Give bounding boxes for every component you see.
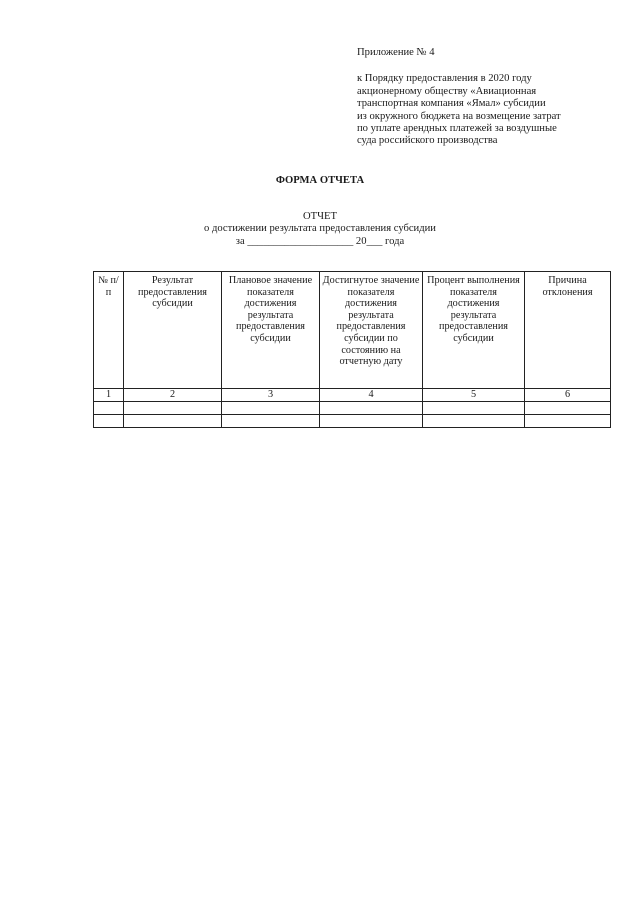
column-number-cell: 4 [320,389,423,402]
appendix-number: Приложение № 4 [357,47,435,58]
column-number-cell: 6 [525,389,611,402]
empty-cell [124,402,222,415]
table-header-row [94,272,611,389]
column-number-cell: 3 [222,389,320,402]
header-cell-reason: Причина отклонения [525,272,611,389]
empty-cell [94,415,124,428]
header-cell-number: № п/п [94,272,124,389]
empty-cell [525,415,611,428]
report-subtitle: о достижении результата предоставления субсидии [204,223,436,235]
report-table [93,271,611,428]
appendix-line: транспортная компания «Ямал» субсидии [357,98,546,110]
header-cell-achieved: Достигнутое значение показателя достижения результата предоставления субсидии по состоянию на отчетную дату [320,272,423,389]
column-number-cell: 5 [423,389,525,402]
column-number-cell: 1 [94,389,124,402]
empty-cell [124,415,222,428]
header-cell-planned: Плановое значение показателя достижения результата предоставления субсидии [222,272,320,389]
empty-cell [423,415,525,428]
table-row [94,415,611,428]
form-title: ФОРМА ОТЧЕТА [275,175,365,186]
report-heading [0,211,640,248]
empty-cell [222,415,320,428]
header-cell-percent: Процент выполнения показателя достижения результата предоставления субсидии [423,272,525,389]
appendix-line: из окружного бюджета на возмещение затрат [357,110,561,122]
appendix-line: по уплате арендных платежей за воздушные [357,123,557,135]
header-cell-result: Результат предоставления субсидии [124,272,222,389]
empty-cell [423,402,525,415]
empty-cell [94,402,124,415]
empty-cell [222,402,320,415]
appendix-line: акционерному обществу «Авиационная [357,85,537,97]
report-title: ОТЧЕТ [303,211,337,222]
empty-cell [525,402,611,415]
report-period: за ____________________ 20___ года [235,235,405,247]
column-number-row [94,389,611,402]
empty-cell [320,402,423,415]
empty-cell [320,415,423,428]
appendix-line: суда российского производства [357,135,498,147]
appendix-block [357,47,627,148]
table-row [94,402,611,415]
appendix-line: к Порядку предоставления в 2020 году [357,73,532,85]
column-number-cell: 2 [124,389,222,402]
